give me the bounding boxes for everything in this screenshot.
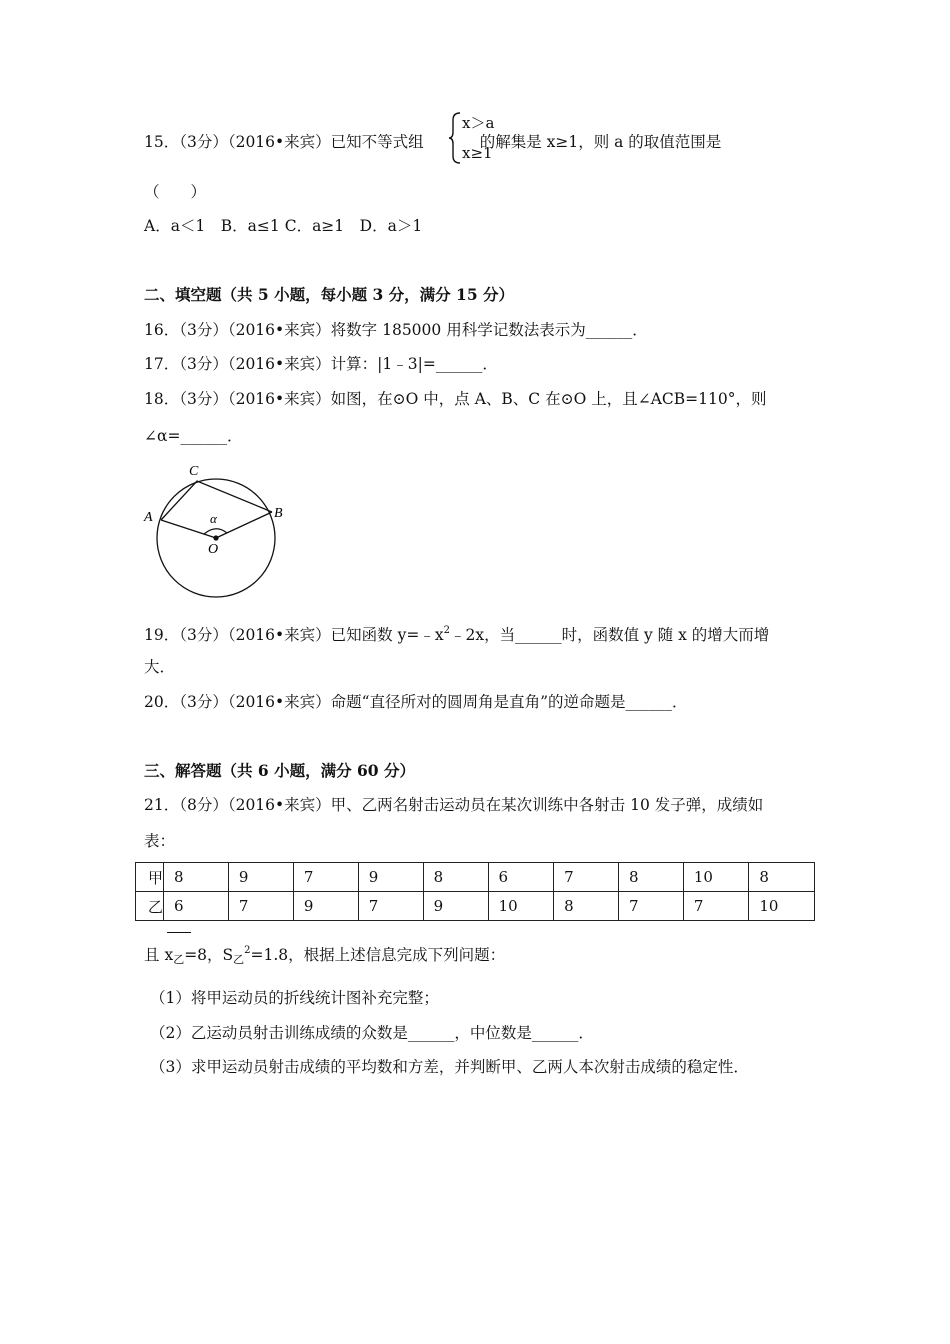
q18-line2: ∠α=______．	[144, 427, 243, 445]
q15-inequality-1: x＞a	[462, 114, 495, 132]
label-b: B	[274, 506, 283, 521]
label-alpha: α	[210, 511, 217, 526]
table-cell: 8	[423, 863, 488, 892]
table-cell: 10	[683, 863, 749, 892]
q20: 20．（3分）（2016•来宾）命题“直径所对的圆周角是直角”的逆命题是______．	[144, 693, 688, 711]
table-cell: 7	[554, 863, 619, 892]
angle-arc	[204, 529, 227, 534]
table-cell: 7	[683, 892, 749, 921]
table-cell: 6	[164, 892, 229, 921]
section2-heading: 二、填空题（共 5 小题，每小题 3 分，满分 15 分）	[144, 285, 515, 304]
q19-line2: 大．	[144, 658, 176, 676]
table-cell: 10	[749, 892, 815, 921]
q18-line1: 18．（3分）（2016•来宾）如图，在⊙O 中，点 A、B、C 在⊙O 上，且∠ACB=110°，则	[144, 390, 767, 408]
table-cell: 7	[618, 892, 683, 921]
q15-suffix: 的解集是 x≥1，则 a 的取值范围是	[479, 133, 722, 151]
given-sub-2: 乙	[233, 953, 245, 966]
table-cell: 8	[164, 863, 229, 892]
q15-stem	[144, 132, 721, 152]
given-sup: 2	[244, 945, 251, 956]
table-cell: 9	[358, 863, 423, 892]
label-c: C	[189, 464, 199, 479]
given-post: =1.8，根据上述信息完成下列问题：	[250, 946, 506, 964]
q21-part1: （1）将甲运动员的折线统计图补充完整；	[150, 989, 439, 1007]
q19-pre: 19．（3分）（2016•来宾）已知函数 y=﹣x	[144, 626, 444, 644]
q21-part3: （3）求甲运动员射击成绩的平均数和方差，并判断甲、乙两人本次射击成绩的稳定性．	[150, 1058, 749, 1076]
table-cell: 6	[488, 863, 554, 892]
table-cell: 10	[488, 892, 554, 921]
row-label-jia: 甲	[136, 863, 164, 892]
table-cell: 7	[228, 892, 293, 921]
brace-icon	[448, 112, 462, 164]
row-label-yi: 乙	[136, 892, 164, 921]
radius-oa	[161, 520, 216, 538]
table-row	[136, 892, 815, 921]
q15-inequality-2: x≥1	[462, 144, 493, 162]
q19-line1	[144, 621, 769, 645]
center-point	[213, 535, 218, 540]
given-sub-1: 乙	[173, 953, 185, 966]
radius-ob	[216, 512, 272, 538]
q16: 16．（3分）（2016•来宾）将数字 185000 用科学记数法表示为______．	[144, 321, 648, 339]
q21-line2: 表：	[144, 832, 176, 850]
q21-given	[144, 941, 505, 970]
q21-line1: 21．（8分）（2016•来宾）甲、乙两名射击运动员在某次训练中各射击 10 发子弹，成绩如	[144, 796, 764, 814]
table-cell: 7	[293, 863, 358, 892]
q15-options: A．a＜1 B．a≤1 C．a≥1 D．a＞1	[144, 217, 423, 235]
table-cell: 8	[618, 863, 683, 892]
mean-overline	[167, 932, 191, 933]
circle-figure	[138, 458, 298, 608]
table-cell: 9	[228, 863, 293, 892]
label-o: O	[208, 542, 219, 557]
q19-exponent: 2	[443, 625, 450, 636]
label-a: A	[144, 510, 153, 525]
section3-heading: 三、解答题（共 6 小题，满分 60 分）	[144, 761, 415, 780]
q21-part2: （2）乙运动员射击训练成绩的众数是______，中位数是______．	[150, 1024, 594, 1042]
table-row	[136, 863, 815, 892]
table-cell: 8	[749, 863, 815, 892]
q17: 17．（3分）（2016•来宾）计算：|1﹣3|=______．	[144, 355, 498, 373]
q19-post: ﹣2x，当______时，函数值 y 随 x 的增大而增	[449, 626, 770, 644]
score-table	[135, 862, 815, 921]
table-cell: 7	[358, 892, 423, 921]
table-cell: 9	[423, 892, 488, 921]
q15-answer-paren: （ ）	[144, 183, 207, 201]
q15-prefix: 15．（3分）（2016•来宾）已知不等式组	[144, 133, 424, 151]
given-pre: 且	[144, 946, 165, 964]
given-mid: =8，S	[184, 946, 234, 964]
table-cell: 8	[554, 892, 619, 921]
given-x: x	[164, 946, 174, 964]
table-cell: 9	[293, 892, 358, 921]
